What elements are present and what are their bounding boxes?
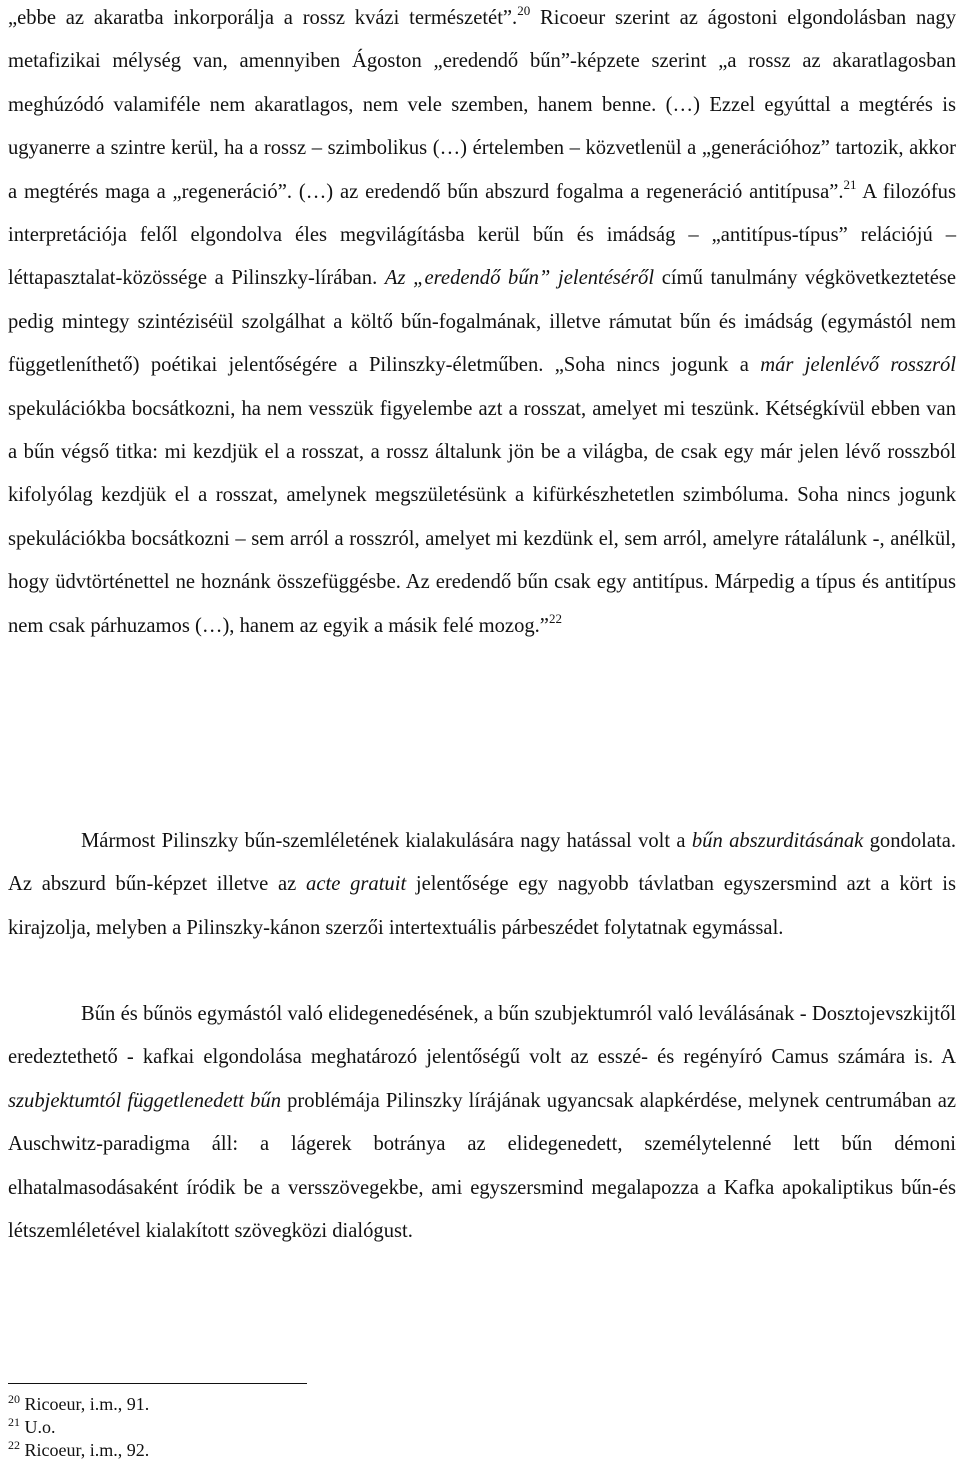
italic-text: szubjektumtól függetlenedett bűn	[8, 1089, 282, 1112]
text-run: című tanulmány végkövetkeztetése pedig mintegy szintéziséül szolgálhat a költő bűn-fogalmának, illetve rámutat bűn és imádság (egymástól nem függetleníthető) poétikai jelentőségére a Pilinszky-életműben. „Soha nincs jogunk a	[8, 267, 956, 377]
footnote-number: 22	[8, 1438, 20, 1452]
paragraph-3	[8, 993, 956, 1253]
footnote-ref: 22	[548, 610, 562, 626]
italic-text: már jelenlévő rosszról	[760, 354, 956, 377]
text-run: problémája Pilinszky lírájának ugyancsak alapkérdése, melynek centrumában az Auschwitz-paradigma áll: a lágerek botránya az elidegenedett, személytelenné lett bűn démoni elhatalmasodásaként íródik be a versszövegekbe, ami egyszersmind megalapozza a Kafka apokaliptikus bűn-és létszemléletével kialakított szövegközi dialógust.	[8, 1089, 956, 1243]
footnote-text: U.o.	[24, 1417, 56, 1437]
footnote-21	[8, 1416, 608, 1439]
text-run: Mármost Pilinszky bűn-szemléletének kialakulására nagy hatással volt a	[81, 830, 692, 852]
footnotes	[8, 1393, 608, 1462]
footnote-number: 21	[8, 1415, 20, 1429]
footnote-text: Ricoeur, i.m., 91.	[24, 1394, 150, 1414]
italic-text: bűn abszurditásának	[691, 830, 864, 852]
footnote-20	[8, 1393, 608, 1416]
italic-text: acte gratuit	[306, 873, 407, 896]
text-run: „ebbe az akaratba inkorporálja a rossz kvázi természetét”.	[8, 7, 518, 29]
paragraph-1	[8, 0, 956, 648]
text-run: Ricoeur szerint az ágostoni elgondolásban nagy metafizikai mélység van, amennyiben Ágoston „eredendő bűn”-képzete szerint „a rossz az akaratlagosban meghúzódó valamiféle nem akaratlagos, nem vele szemben, hanem benne. (…) Ezzel egyúttal a megtérés is ugyanerre a szintre kerül, ha a rossz – szimbolikus (…) értelemben – közvetlenül a „generációhoz” tartozik, akkor a megtérés maga a „regeneráció”. (…) az eredendő bűn abszurd fogalma a regeneráció antitípusa”.	[8, 7, 957, 203]
text-run: gondolata. Az abszurd bűn-képzet illetve az	[8, 830, 956, 896]
footnote-separator	[8, 1383, 307, 1384]
footnote-ref: 21	[843, 176, 857, 192]
footnote-text: Ricoeur, i.m., 92.	[24, 1440, 150, 1460]
paragraph-2	[8, 820, 956, 950]
footnote-number: 20	[8, 1392, 20, 1406]
text-run: jelentősége egy nagyobb távlatban egyszersmind azt a kört is kirajzolja, melyben a Pilinszky-kánon szerzői intertextuális párbeszédet folytatnak egymással.	[8, 873, 956, 939]
text-run: spekulációkba bocsátkozni, ha nem vesszük figyelembe azt a rosszat, amelyet mi teszünk. Kétségkívül ebben van a bűn végső titka: mi kezdjük el a rosszat, a rossz általunk jön be a világba, de csak egy már jelen lévő rosszból kifolyólag kezdjük el a rosszat, amelynek megszületésünk a kifürkészhetetlen szimbóluma. Soha nincs jogunk spekulációkba bocsátkozni – sem arról a rosszról, amelyet mi kezdünk el, sem arról, amelyre rátalálunk -, anélkül, hogy üdvtörténettel ne hoznánk összefüggésbe. Az eredendő bűn csak egy antitípus. Márpedig a típus és antitípus nem csak párhuzamos (…), hanem az egyik a másik felé mozog.”	[8, 397, 956, 637]
text-run: A filozófus interpretációja felől elgondolva éles megvilágításba kerül bűn és imádság – „antitípus-típus” relációjú – léttapasztalat-közössége a Pilinszky-lírában.	[8, 180, 956, 290]
footnote-ref: 20	[517, 3, 531, 18]
italic-text: Az „eredendő bűn” jelentéséről	[384, 267, 655, 290]
text-run: Bűn és bűnös egymástól való elidegenedésének, a bűn szubjektumról való leválásának - Dosztojevszkijtől eredeztethető - kafkai elgondolása meghatározó jelentőségű volt az esszé- és regényíró Camus számára is. A	[8, 1003, 956, 1069]
footnote-22	[8, 1439, 608, 1462]
